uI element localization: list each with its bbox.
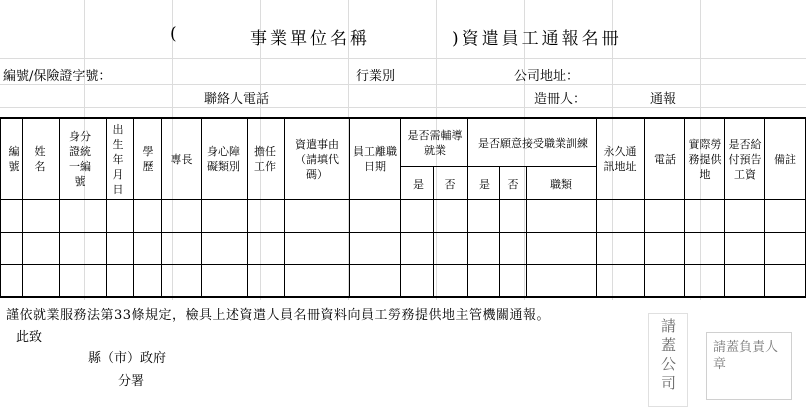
table-row <box>0 200 806 233</box>
header-notice-pay: 是否給付預告工資 <box>728 137 762 181</box>
header-education: 學歷 <box>142 145 154 173</box>
sub-header-no: 否 <box>507 177 519 191</box>
address-label: 公司地址： <box>514 69 580 84</box>
header-reason: 資遣事由（請填代碼） <box>295 137 339 181</box>
sub-header-trade: 職類 <box>550 177 572 191</box>
company-seal-label: 請蓋公司 <box>659 318 677 394</box>
owner-seal-box <box>706 332 792 400</box>
sub-header-yes: 是 <box>479 177 490 191</box>
salute-text: 此致 <box>16 330 43 345</box>
header-need-counsel: 是否需輔導就業 <box>407 129 463 157</box>
header-accept-training: 是否願意接受職業訓練 <box>478 136 588 150</box>
header-leave-date: 員工離職日期 <box>353 145 397 173</box>
table-row <box>0 265 806 297</box>
statement-text: 謹依就業服務法第33條規定，檢具上述資遣人員名冊資料向員工勞務提供地主管機關通報。 <box>6 308 551 323</box>
notify-label: 通報 <box>650 92 677 107</box>
table-row <box>0 233 806 265</box>
header-disability: 身心障礙類別 <box>207 145 240 173</box>
id-label: 編號/保險證字號： <box>3 69 112 84</box>
title-open-paren: ( <box>170 24 180 44</box>
title-company-name: 事業單位名稱 <box>250 29 370 49</box>
sub-header-no: 否 <box>444 177 456 191</box>
office-text: 分署 <box>118 374 145 389</box>
company-seal-box <box>648 313 688 407</box>
sub-header-yes: 是 <box>413 177 424 191</box>
header-position: 擔任工作 <box>254 145 276 173</box>
header-workplace: 實際勞務提供地 <box>688 137 722 181</box>
header-name: 姓名 <box>34 145 46 173</box>
header-no: 編號 <box>8 145 20 173</box>
owner-seal-label: 請蓋負責人章 <box>713 340 779 372</box>
contact-phone-label: 聯絡人電話 <box>204 92 270 107</box>
title-register: )資遣員工通報名冊 <box>452 29 622 49</box>
government-text: 縣（市）政府 <box>88 351 167 366</box>
header-remark: 備註 <box>774 152 796 166</box>
header-id: 身分證統一編號 <box>69 130 91 188</box>
industry-label: 行業別 <box>356 69 396 84</box>
registrar-label: 造冊人： <box>534 92 587 107</box>
header-phone: 電話 <box>654 152 676 166</box>
header-skill: 專長 <box>170 152 193 166</box>
header-address: 永久通訊地址 <box>603 145 637 173</box>
header-birth: 出生年月日 <box>112 122 124 196</box>
